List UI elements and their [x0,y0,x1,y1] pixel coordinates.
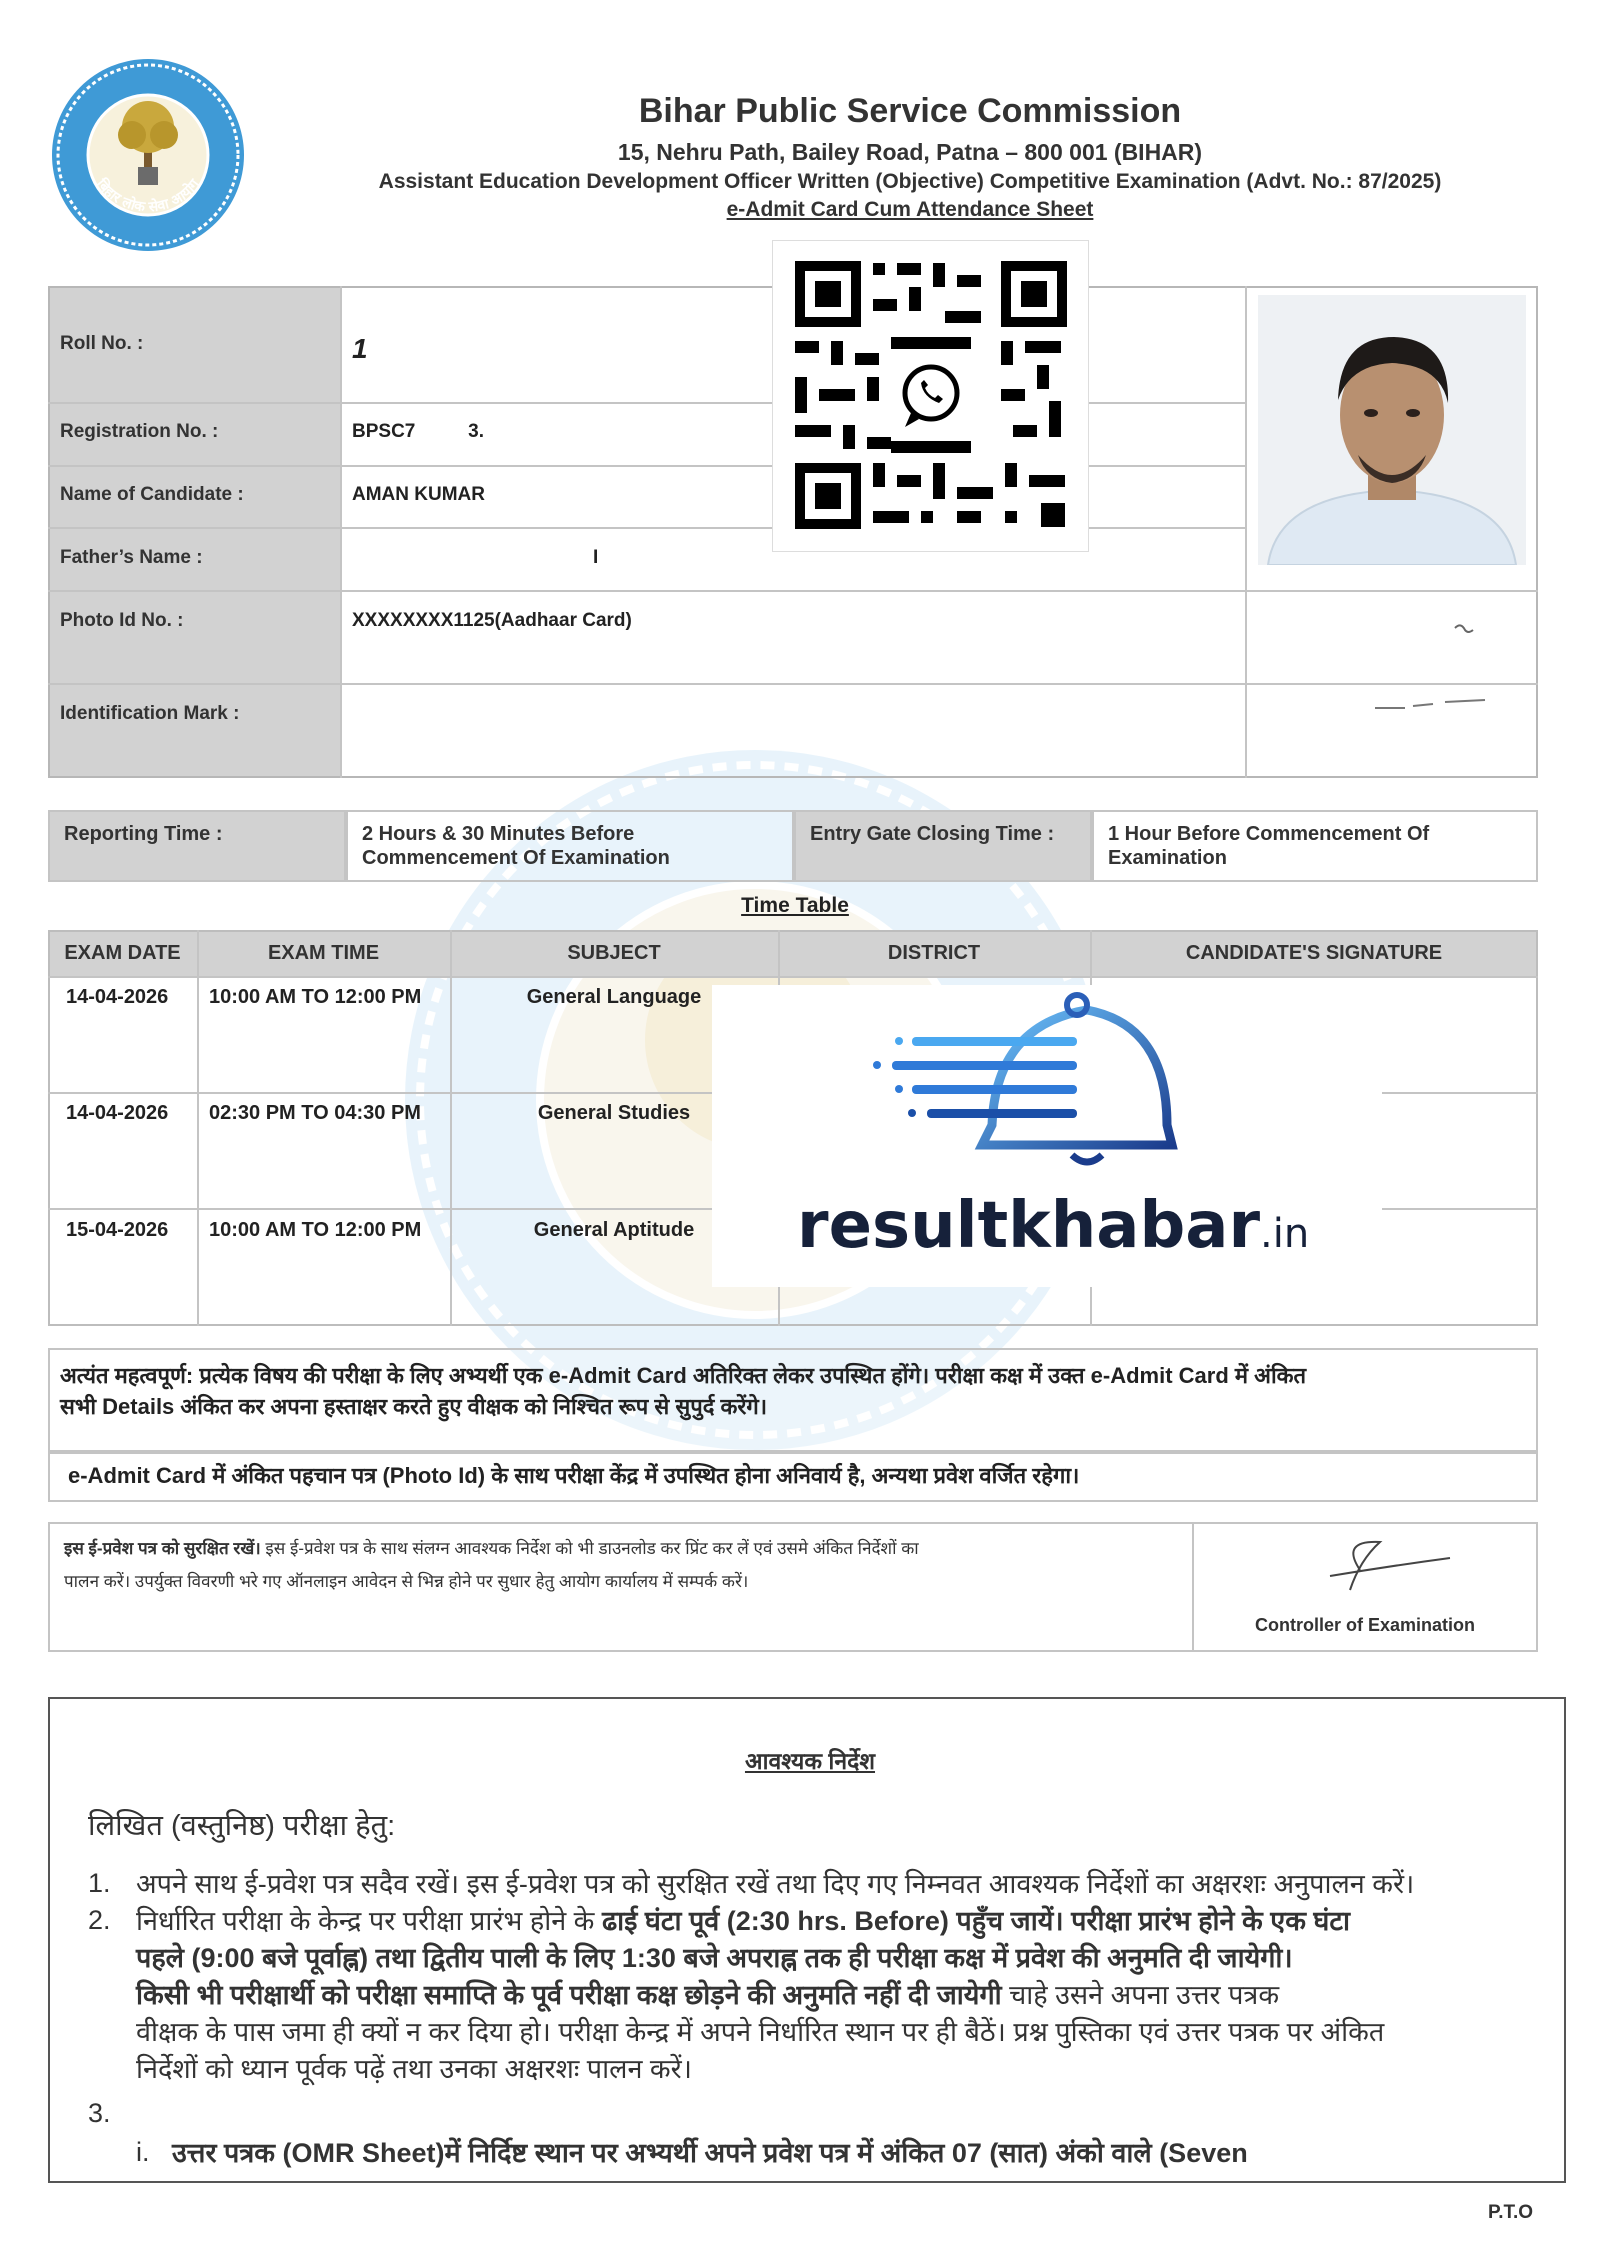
resultkhabar-watermark [712,985,1382,1287]
reporting-time-line2: Commencement Of Examination [362,847,670,869]
col-subject: SUBJECT [567,942,661,964]
instruction-2-line1: निर्धारित परीक्षा के केन्द्र पर परीक्षा प्रारंभ होने के ढाई घंटा पूर्व (2:30 hrs. Before) पहुँच जायें। परीक्षा प्रारंभ होने के एक घंटा [136,1906,1350,1936]
father-name-label: Father’s Name : [60,547,203,568]
page-turn-over: P.T.O [1488,2202,1534,2223]
row2-subject: General Studies [537,1102,691,1124]
photo-id-label: Photo Id No. : [60,610,184,631]
reporting-time-label: Reporting Time : [64,823,223,845]
father-name-value: I [593,547,599,568]
col-signature: CANDIDATE'S SIGNATURE [1185,942,1443,964]
row2-date: 14-04-2026 [66,1102,169,1124]
col-exam-time: EXAM TIME [267,942,380,964]
instruction-3-i: उत्तर पत्रक (OMR Sheet)में निर्दिष्ट स्थान पर अभ्यर्थी अपने प्रवेश पत्र में अंकित 07 (सात) अंको वाले (Seven [172,2138,1248,2168]
candidate-name-label: Name of Candidate : [60,484,244,505]
logo-outer-text [48,55,248,59]
row3-time: 10:00 AM TO 12:00 PM [209,1219,422,1241]
svg-text:resultkhabar.in [797,1189,1309,1263]
logo-inner-text: बिहार लोक सेवा आयोग [93,176,203,216]
col-district: DISTRICT [887,942,981,964]
identification-mark-label: Identification Mark : [60,703,240,724]
col-exam-date: EXAM DATE [64,942,181,964]
exam-name: Assistant Education Development Officer Written (Objective) Competitive Examination (Advt. No.: 87/2025) [378,170,1442,193]
row3-date: 15-04-2026 [66,1219,169,1241]
candidate-name-value: AMAN KUMAR [352,484,485,505]
instruction-1: अपने साथ ई-प्रवेश पत्र सदैव रखें। इस ई-प्रवेश पत्र को सुरक्षित रखें तथा दिए गए निम्नवत आवश्यक निर्देशों का अक्षरशः अनुपालन करें। [136,1869,1415,1899]
registration-value: BPSC7 3. [352,421,484,442]
page-title: Bihar Public Service Commission [638,92,1182,130]
inst-num-2: 2. [88,1905,111,1935]
instruction-2-line3: किसी भी परीक्षार्थी को परीक्षा समाप्ति के पूर्व परीक्षा कक्ष छोड़ने की अनुमति नहीं दी जायेगी चाहे उसने अपना उत्तर पत्रक [136,1980,1280,2010]
timetable-title: Time Table [741,894,849,917]
safe-keep-line2: पालन करें। उपर्युक्त विवरणी भरे गए ऑनलाइन आवेदन से भिन्न होने पर सुधार हेतु आयोग कार्यालय में सम्पर्क करें। [64,1572,749,1591]
site-tld: .in [1260,1211,1310,1257]
candidate-photo [1258,295,1526,565]
whatsapp-qr-code[interactable] [772,240,1089,552]
photo-id-value: XXXXXXXX1125(Aadhaar Card) [352,610,632,631]
commission-address: 15, Nehru Path, Bailey Road, Patna – 800 001 (BIHAR) [617,139,1203,165]
row1-date: 14-04-2026 [66,986,169,1008]
instruction-2-line5: निर्देशों को ध्यान पूर्वक पढ़ें तथा उनका अक्षरशः पालन करें। [136,2054,692,2084]
photo-id-note: e-Admit Card में अंकित पहचान पत्र (Photo Id) के साथ परीक्षा केंद्र में उपस्थित होना अनिवार्य है, अन्यथा प्रवेश वर्जित रहेगा। [68,1463,1080,1488]
instructions-title: आवश्यक निर्देश [744,1748,876,1774]
controller-signature [1300,1530,1480,1610]
row1-subject: General Language [526,986,702,1008]
gate-closing-line1: 1 Hour Before Commencement Of [1108,823,1430,845]
row1-time: 10:00 AM TO 12:00 PM [209,986,422,1008]
reporting-time-line1: 2 Hours & 30 Minutes Before [362,823,635,845]
inst-num-1: 1. [88,1868,111,1898]
safe-keep-line1: इस ई-प्रवेश पत्र को सुरक्षित रखें। इस ई-प्रवेश पत्र के साथ संलग्न आवश्यक निर्देश को भी डाउनलोड कर प्रिंट कर लें एवं उसमे अंकित निर्देशों का [64,1539,919,1558]
site-name: resultkhabar [797,1189,1261,1263]
roll-label: Roll No. : [60,333,144,354]
registration-label: Registration No. : [60,421,219,442]
controller-label: Controller of Examination [1254,1615,1476,1635]
row3-subject: General Aptitude [533,1219,695,1241]
roll-value: 1 [352,333,368,364]
inst-num-3i: i. [136,2137,150,2167]
row2-time: 02:30 PM TO 04:30 PM [209,1102,421,1124]
gate-closing-label: Entry Gate Closing Time : [810,823,1055,845]
gate-closing-label-cell [794,810,1092,882]
important-note-line2: सभी Details अंकित कर अपना हस्ताक्षर करते हुए वीक्षक को निश्चित रूप से सुपुर्द करेंगे। [60,1394,768,1419]
reporting-time-label-cell [48,810,346,882]
instruction-2-line4: वीक्षक के पास जमा ही क्यों न कर दिया हो। परीक्षा केन्द्र में अपने निर्धारित स्थान पर ही बैठें। प्रश्न पुस्तिका एवं उत्तर पत्रक पर अंकित [136,2017,1385,2047]
important-note-line1: अत्यंत महत्वपूर्ण: प्रत्येक विषय की परीक्षा के लिए अभ्यर्थी एक e-Admit Card अतिरिक्त लेकर उपस्थित होंगे। परीक्षा कक्ष में उक्त e-Admit Card में अंकित [60,1363,1307,1388]
instructions-intro: लिखित (वस्तुनिष्ठ) परीक्षा हेतु: [88,1810,396,1842]
document-type: e-Admit Card Cum Attendance Sheet [726,198,1094,221]
bpsc-logo [48,55,248,255]
inst-num-3: 3. [88,2098,111,2128]
instruction-2-line2: पहले (9:00 बजे पूर्वाह्न) तथा द्वितीय पाली के लिए 1:30 बजे अपराह्न तक ही परीक्षा कक्ष में प्रवेश की अनुमति दी जायेगी। [136,1943,1293,1973]
gate-closing-line2: Examination [1108,847,1227,869]
candidate-signature-marks [1245,590,1538,778]
